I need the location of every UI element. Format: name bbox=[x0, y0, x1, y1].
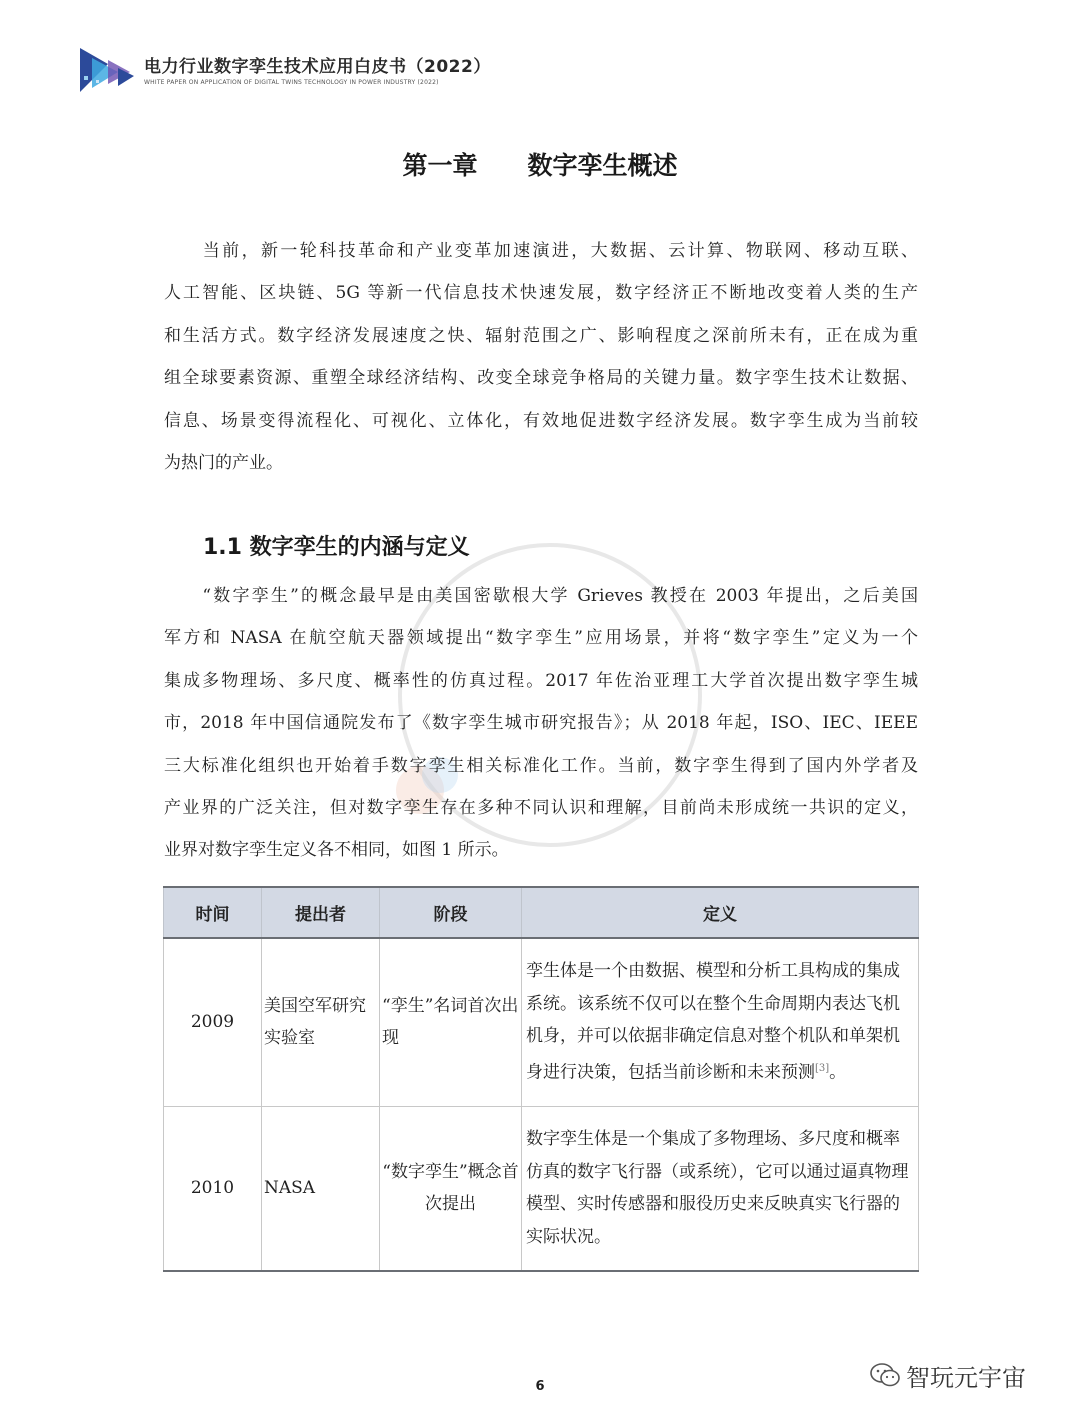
intro-paragraph bbox=[164, 230, 918, 484]
paragraph-line: 组全球要素资源、重塑全球经济结构、改变全球竞争格局的关键力量。数字孪生技术让数据、 bbox=[164, 368, 918, 389]
paragraph-line: 集成多物理场、多尺度、概率性的仿真过程。2017 年佐治亚理工大学首次提出数字孪生城 bbox=[164, 670, 918, 691]
column-header-definition: 定义 bbox=[522, 887, 919, 938]
cell-year: 2009 bbox=[164, 938, 262, 1106]
page-number: 6 bbox=[535, 1379, 545, 1394]
paragraph-line: 和生活方式。数字经济发展速度之快、辐射范围之广、影响程度之深前所未有，正在成为重 bbox=[164, 325, 918, 346]
paragraph-line: 信息、场景变得流程化、可视化、立体化，有效地促进数字经济发展。数字孪生成为当前较 bbox=[164, 410, 918, 431]
definition-text: 孪生体是一个由数据、模型和分析工具构成的集成系统。该系统不仅可以在整个生命周期内表达飞机机身，并可以依据非确定信息对整个机队和单架机身进行决策，包括当前诊断和未来预测 bbox=[526, 961, 900, 1083]
paragraph-line: 产业界的广泛关注，但对数字孪生存在多种不同认识和理解，目前尚未形成统一共识的定义， bbox=[164, 797, 918, 818]
cell-definition bbox=[522, 938, 919, 1106]
cell-proposer: NASA bbox=[262, 1106, 380, 1271]
column-header-time: 时间 bbox=[164, 887, 262, 938]
chapter-title: 第一章 数字孪生概述 bbox=[402, 151, 678, 180]
cell-year: 2010 bbox=[164, 1106, 262, 1271]
reference-mark: [3] bbox=[815, 1062, 830, 1074]
column-header-proposer: 提出者 bbox=[262, 887, 380, 938]
table-row bbox=[164, 938, 919, 1106]
watermark-text: 智玩元宇宙 bbox=[906, 1364, 1026, 1392]
paragraph-line: 当前，新一轮科技革命和产业变革加速演进，大数据、云计算、物联网、移动互联、 bbox=[164, 241, 918, 261]
cell-stage: “孪生”名词首次出现 bbox=[380, 938, 522, 1106]
paragraph-line: 市，2018 年中国信通院发布了《数字孪生城市研究报告》；从 2018 年起，ISO、IEC、IEEE bbox=[164, 713, 918, 734]
cell-proposer: 美国空军研究实验室 bbox=[262, 938, 380, 1106]
whitepaper-logo-icon bbox=[78, 46, 136, 96]
table-row bbox=[164, 1106, 919, 1271]
paragraph-line: 军方和 NASA 在航空航天器领域提出“数字孪生”应用场景，并将“数字孪生”定义为一个 bbox=[164, 628, 918, 649]
paragraph-line: “数字孪生”的概念最早是由美国密歇根大学 Grieves 教授在 2003 年提出，之后美国 bbox=[164, 586, 918, 606]
definition-end: 。 bbox=[829, 1062, 847, 1083]
channel-watermark bbox=[870, 1356, 1045, 1396]
table-header-row bbox=[164, 887, 919, 938]
paragraph-line: 为热门的产业。 bbox=[164, 452, 283, 473]
cell-stage: “数字孪生”概念首次提出 bbox=[380, 1106, 522, 1271]
definition-paragraph bbox=[164, 575, 918, 872]
header-subtitle: WHITE PAPER ON APPLICATION OF DIGITAL TWINS TECHNOLOGY IN POWER INDUSTRY (2022) bbox=[144, 79, 439, 86]
document-header bbox=[78, 46, 491, 98]
cell-definition: 数字孪生体是一个集成了多物理场、多尺度和概率仿真的数字飞行器（或系统），它可以通过逼真物理模型、实时传感器和服役历史来反映真实飞行器的实际状况。 bbox=[522, 1106, 919, 1271]
header-title: 电力行业数字孪生技术应用白皮书（2022） bbox=[144, 57, 491, 77]
paragraph-line: 人工智能、区块链、5G 等新一代信息技术快速发展，数字经济正不断地改变着人类的生产 bbox=[164, 283, 918, 304]
section-heading: 1.1 数字孪生的内涵与定义 bbox=[203, 535, 470, 560]
column-header-stage: 阶段 bbox=[380, 887, 522, 938]
paragraph-line: 业界对数字孪生定义各不相同，如图 1 所示。 bbox=[164, 840, 509, 861]
wechat-icon bbox=[870, 1362, 900, 1388]
definition-table bbox=[163, 886, 919, 1272]
paragraph-line: 三大标准化组织也开始着手数字孪生相关标准化工作。当前，数字孪生得到了国内外学者及 bbox=[164, 755, 918, 776]
